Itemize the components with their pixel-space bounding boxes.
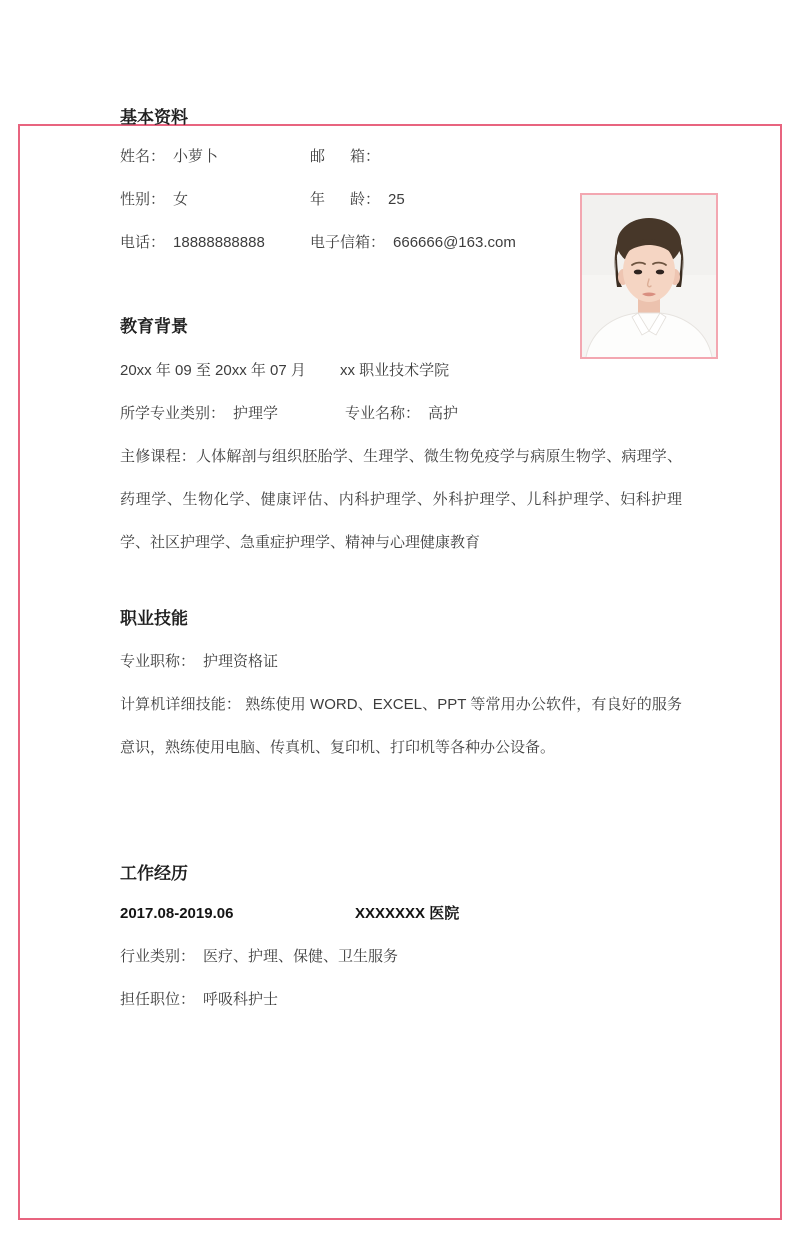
- section-heading-skills: 职业技能: [120, 609, 188, 628]
- table-row: [120, 178, 682, 221]
- education-rows: [120, 349, 682, 564]
- age-label: 年 龄：: [310, 191, 381, 208]
- phone-value: 18888888888: [173, 234, 265, 251]
- education-period: 20xx 年 09 至 20xx 年 07 月: [120, 362, 306, 379]
- school-name: xx 职业技术学院: [340, 362, 450, 379]
- email-short-label: 邮 箱：: [310, 148, 381, 165]
- table-row: [120, 935, 682, 978]
- table-row: [120, 349, 682, 392]
- email-value: 666666@163.com: [393, 234, 516, 251]
- work-period: 2017.08-2019.06: [120, 905, 234, 922]
- position-label: 担任职位：: [120, 991, 196, 1008]
- professional-title-value: 护理资格证: [203, 653, 279, 670]
- age-value: 25: [388, 191, 405, 208]
- table-row: [120, 978, 682, 1021]
- name-label: 姓名：: [120, 148, 166, 165]
- section-heading-basic-info: 基本资料: [120, 108, 188, 127]
- email-label: 电子信箱：: [310, 234, 386, 251]
- section-heading-education: 教育背景: [120, 317, 188, 336]
- phone-label: 电话：: [120, 234, 166, 251]
- courses-paragraph: 主修课程：人体解剖与组织胚胎学、生理学、微生物免疫学与病原生物学、病理学、药理学、生物化学、健康评估、内科护理学、外科护理学、儿科护理学、妇科护理学、社区护理学、急重症护理学、精神与心理健康教育: [120, 448, 682, 551]
- skills-rows: [120, 640, 682, 769]
- table-row: [120, 640, 682, 683]
- major-category-value: 护理学: [233, 405, 279, 422]
- professional-title-label: 专业职称：: [120, 653, 196, 670]
- table-row: [120, 221, 682, 264]
- industry-label: 行业类别：: [120, 948, 196, 965]
- major-name-value: 高护: [428, 405, 459, 422]
- major-name-label: 专业名称：: [345, 405, 421, 422]
- basic-info-rows: [120, 135, 682, 264]
- position-value: 呼吸科护士: [203, 991, 279, 1008]
- table-row: [120, 392, 682, 435]
- experience-rows: [120, 892, 682, 1021]
- section-heading-experience: 工作经历: [120, 864, 188, 883]
- table-row: [120, 135, 682, 178]
- company-name: XXXXXXX 医院: [355, 905, 460, 922]
- gender-value: 女: [173, 191, 189, 208]
- gender-label: 性别：: [120, 191, 166, 208]
- resume-page: [0, 106, 800, 1021]
- major-category-label: 所学专业类别：: [120, 405, 226, 422]
- computer-skills-paragraph: 计算机详细技能： 熟练使用 WORD、EXCEL、PPT 等常用办公软件，有良好的服务意识，熟练使用电脑、传真机、复印机、打印机等各种办公设备。: [120, 696, 682, 756]
- industry-value: 医疗、护理、保健、卫生服务: [203, 948, 399, 965]
- table-row: [120, 892, 682, 935]
- name-value: 小萝卜: [173, 148, 219, 165]
